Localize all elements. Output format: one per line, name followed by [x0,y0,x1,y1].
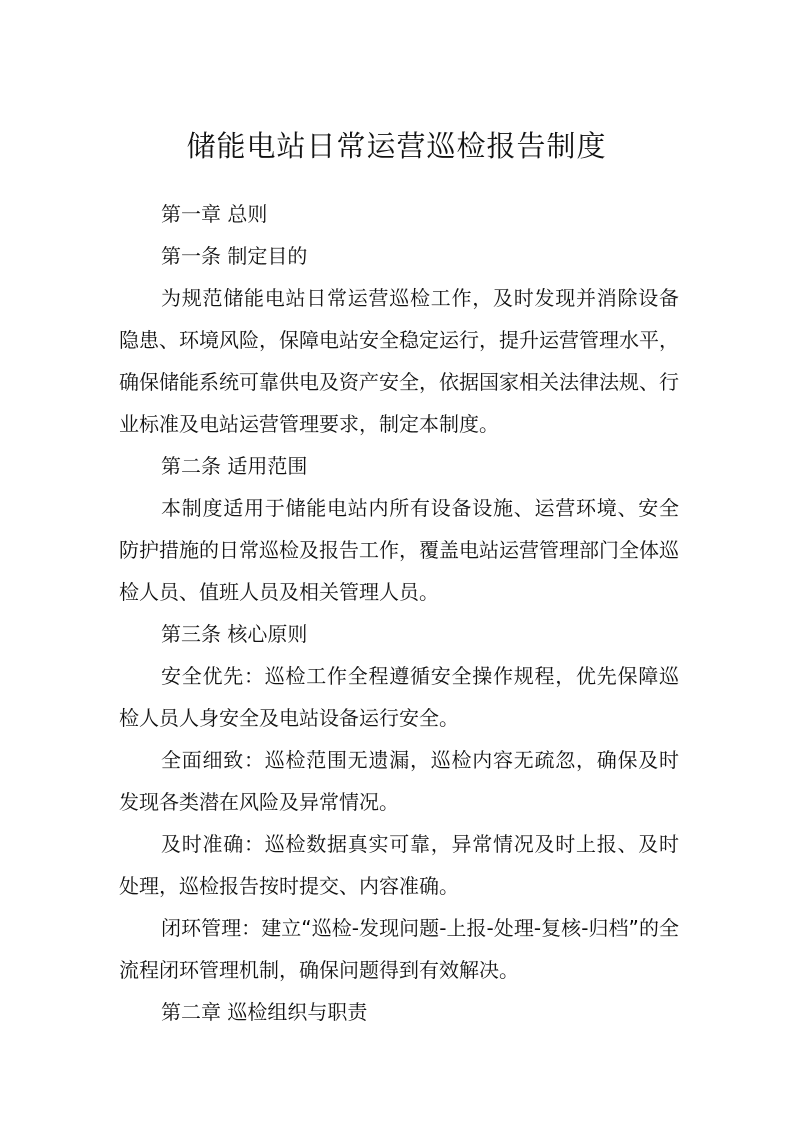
document-title: 储能电站日常运营巡检报告制度 [186,129,607,163]
principle-paragraph: 闭环管理：建立“巡检-发现问题-上报-处理-复核-归档”的全流程闭环管理机制，确保问题得到有效解决。 [119,916,679,982]
principle-paragraph: 及时准确：巡检数据真实可靠，异常情况及时上报、及时处理，巡检报告按时提交、内容准确。 [119,832,679,898]
article-heading: 第三条 核心原则 [161,622,308,646]
article-heading: 第二条 适用范围 [161,454,308,478]
chapter-heading: 第一章 总则 [161,202,268,226]
principle-paragraph: 全面细致：巡检范围无遗漏，巡检内容无疏忽，确保及时发现各类潜在风险及异常情况。 [119,748,679,814]
body-paragraph: 本制度适用于储能电站内所有设备设施、运营环境、安全防护措施的日常巡检及报告工作，覆盖电站运营管理部门全体巡检人员、值班人员及相关管理人员。 [119,496,679,604]
article-heading: 第一条 制定目的 [161,244,308,268]
chapter-heading: 第二章 巡检组织与职责 [161,1000,368,1024]
document-body [119,193,679,1033]
body-paragraph: 为规范储能电站日常运营巡检工作，及时发现并消除设备隐患、环境风险，保障电站安全稳定运行，提升运营管理水平，确保储能系统可靠供电及资产安全，依据国家相关法律法规、行业标准及电站运营管理要求，制定本制度。 [119,286,679,436]
principle-paragraph: 安全优先：巡检工作全程遵循安全操作规程，优先保障巡检人员人身安全及电站设备运行安全。 [119,664,679,730]
